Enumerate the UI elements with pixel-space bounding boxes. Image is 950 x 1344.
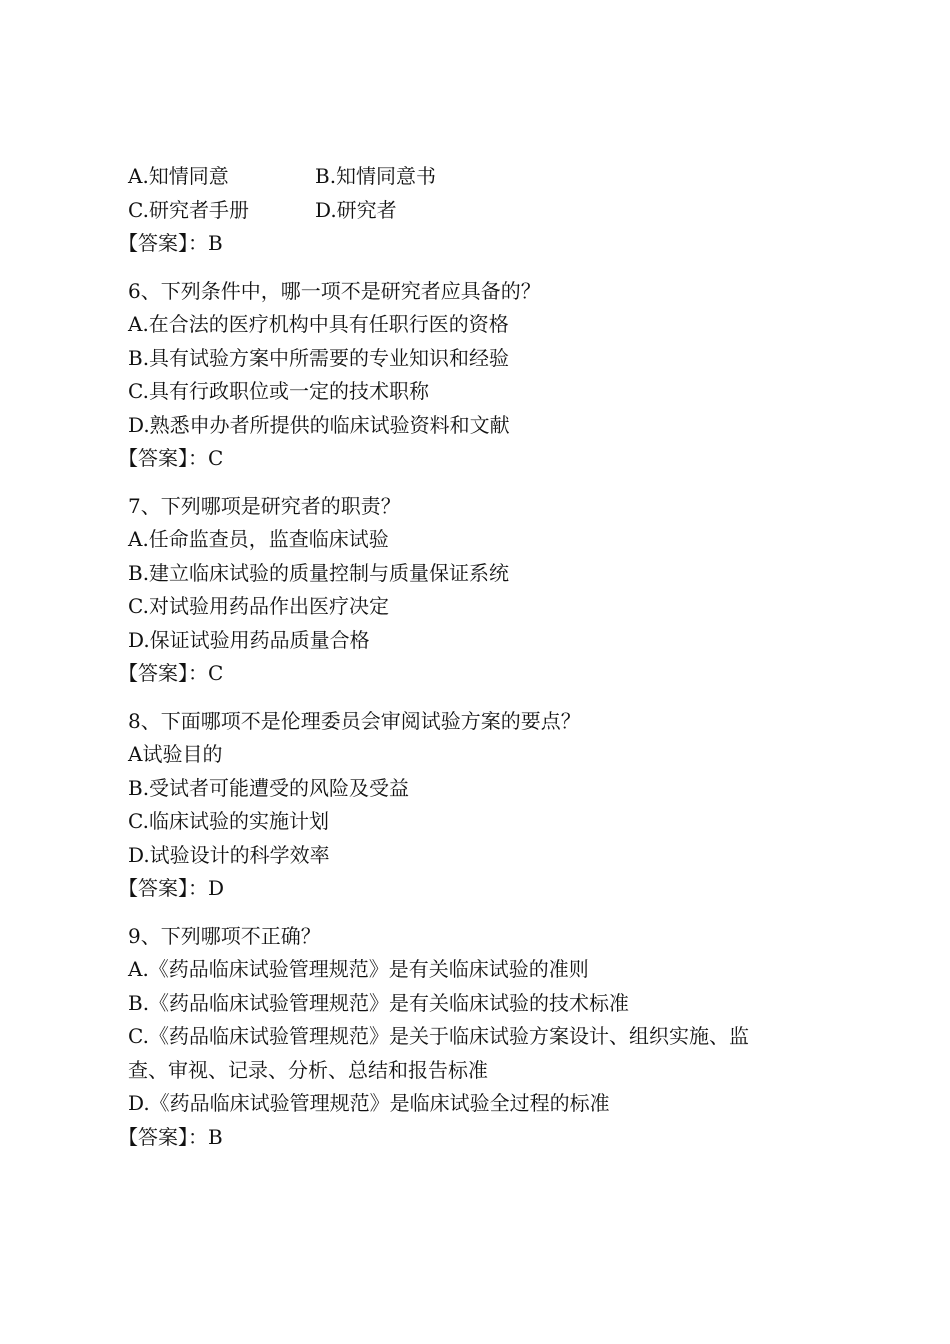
answer-line: 【答案】：C (118, 446, 224, 470)
option-d: D.保证试验用药品质量合格 (128, 627, 370, 652)
answer-line: 【答案】：B (118, 231, 223, 255)
option-b: B.具有试验方案中所需要的专业知识和经验 (128, 345, 510, 370)
option-b: B.建立临床试验的质量控制与质量保证系统 (128, 560, 510, 585)
option-c: C.《药品临床试验管理规范》是关于临床试验方案设计、组织实施、监 (128, 1024, 749, 1048)
option-d: D.《药品临床试验管理规范》是临床试验全过程的标准 (128, 1091, 610, 1115)
option-c-continued: 查、审视、记录、分析、总结和报告标准 (128, 1057, 488, 1082)
question-text: 9、下列哪项不正确？ (128, 923, 321, 948)
option-a: A.《药品临床试验管理规范》是有关临床试验的准则 (128, 957, 589, 981)
question-block-8 (118, 705, 828, 906)
option-d: D.熟悉申办者所提供的临床试验资料和文献 (128, 412, 510, 437)
option-b: B.知情同意书 (315, 164, 437, 188)
option-b: B.受试者可能遭受的风险及受益 (128, 775, 410, 800)
document-page (118, 160, 828, 1154)
option-a: A.任命监查员，监查临床试验 (128, 527, 389, 551)
question-block-7 (118, 490, 828, 691)
option-a: A.知情同意 (128, 164, 229, 188)
option-c: C.临床试验的实施计划 (128, 809, 329, 833)
option-c: C.对试验用药品作出医疗决定 (128, 594, 389, 618)
question-text: 7、下列哪项是研究者的职责？ (128, 493, 401, 518)
option-row (128, 194, 828, 228)
answer-line: 【答案】：D (118, 876, 225, 900)
option-d: D.研究者 (315, 197, 397, 222)
option-d: D.试验设计的科学效率 (128, 842, 330, 867)
option-a: A试验目的 (128, 742, 223, 766)
option-row (128, 160, 828, 194)
answer-line: 【答案】：C (118, 661, 224, 685)
option-c: C.具有行政职位或一定的技术职称 (128, 379, 429, 403)
question-block-5 (118, 160, 828, 261)
question-text: 6、下列条件中，哪一项不是研究者应具备的？ (128, 278, 541, 303)
option-b: B.《药品临床试验管理规范》是有关临床试验的技术标准 (128, 990, 630, 1015)
question-block-9 (118, 920, 828, 1155)
answer-line: 【答案】：B (118, 1124, 223, 1149)
question-text: 8、下面哪项不是伦理委员会审阅试验方案的要点？ (128, 708, 581, 733)
question-block-6 (118, 275, 828, 476)
option-a: A.在合法的医疗机构中具有任职行医的资格 (128, 312, 509, 336)
option-c: C.研究者手册 (128, 197, 249, 222)
